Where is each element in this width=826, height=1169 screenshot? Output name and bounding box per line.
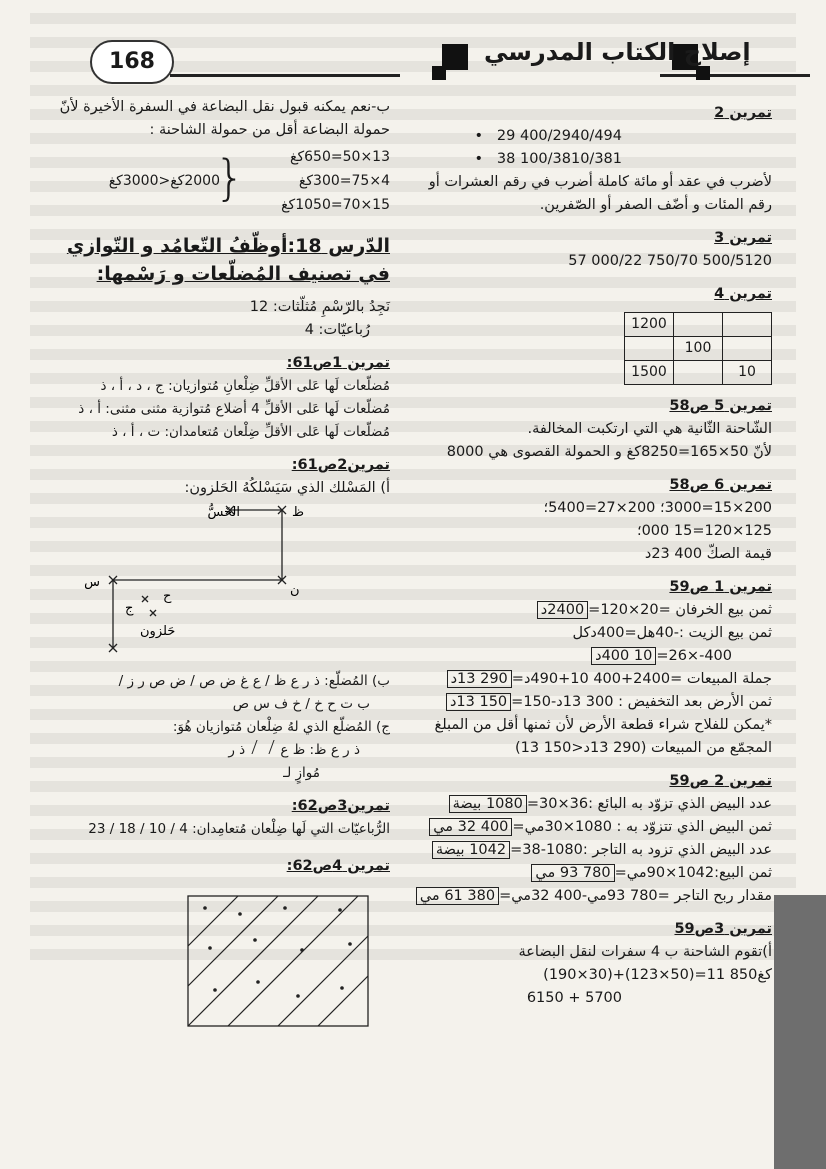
exercise-1-p61-title: تمرين 1ص61:	[286, 355, 390, 371]
left-column	[40, 96, 390, 1028]
lesson-line-1: نَجِدُ بالرّسْمِ مُثلّثات: 12	[249, 299, 390, 315]
table-cell: 1200	[625, 313, 674, 337]
boxed-result: 150 13د	[446, 693, 511, 711]
ex1-line-4: جملة المبيعات =2400+400 10+490د=290 13د	[412, 668, 772, 691]
exercise-2-p59-title: تمرين 2 ص59	[669, 773, 772, 789]
side-tab	[774, 895, 826, 1169]
ex3-line-3: 6150 + 5700	[526, 990, 622, 1006]
label-halazun: حَلزون	[140, 624, 176, 639]
parallel-icon	[251, 740, 274, 754]
exercise-6-title: تمرين 6 ص58	[669, 477, 772, 493]
exercise-6-line-2: 125×120=15 000؛	[636, 523, 772, 539]
boxed-result: 400 32 مي	[429, 818, 512, 836]
boxed-result: 1042 بيضة	[432, 841, 510, 859]
ex2-p61-c4: مُوازٍ لـ	[283, 765, 320, 781]
table-cell	[723, 313, 772, 337]
exercise-2-p61-title: تمرين2ص61:	[291, 457, 390, 473]
ex2-line-4: ثمن البيع:1042×90مي=780 93 مي	[412, 862, 772, 885]
ex1-p61-line-3: مُضلّعات لَها عَلى الأقلِّ ضِلْعان مُتعامدان: ت ، أ ، ذ	[111, 424, 390, 440]
ex1-line-1: ثمن بيع الخرفان =20×120=2400د	[412, 599, 772, 622]
exercise-3-p59-title: تمرين 3ص59	[674, 921, 772, 937]
header-title: إصلاح الكتاب المدرسي	[484, 38, 751, 66]
ex1-line-6: *يمكن للفلاح شراء قطعة الأرض لأن ثمنها أقل من المبلغ المجمّع من المبيعات (290 13د<150 13)	[434, 717, 772, 756]
brace-icon: {	[214, 150, 245, 206]
header-square-small-left	[432, 66, 446, 80]
exercise-5-line-1: الشّاحنة الثّانية هي التي ارتكبت المخالفة.	[527, 421, 772, 437]
exercise-1-p59-title: تمرين 1 ص59	[669, 579, 772, 595]
ex1-line-2: ثمن بيع الزيت :-40هل=400دكل	[572, 625, 772, 641]
ex2-p61-c2: ذ ر ع ظ: ظ ع ذ ر	[228, 742, 360, 758]
exercise-4-title: تمرين 4	[714, 286, 772, 302]
exercise-2-bullet-2: • 38 100/3810/381	[474, 151, 622, 167]
table-cell: 1500	[625, 361, 674, 385]
exercise-3-p62-title: تمرين3ص62:	[291, 798, 390, 814]
ex2-p61-a: أ) المَسْلك الذي سَيَسْلكُهُ الحَلزون:	[184, 480, 390, 496]
exercise-2-text: لأضرب في عقد أو مائة كاملة أضرب في رقم العشرات أو رقم المئات و أضّف الصفر أو الصّفرين.	[428, 174, 772, 213]
label-dha: ظ	[292, 505, 305, 520]
brace-row-3: 15×70=1050كغ	[281, 197, 390, 213]
table-cell	[723, 337, 772, 361]
lesson-title: الدّرس 18:أوظّفُ التّعامُد و التّوازي في تصنيف المُضلّعات و رَسْمها:	[66, 235, 390, 285]
label-khass: الخَسُّ	[207, 505, 240, 520]
page-number: 168	[90, 40, 174, 84]
label-nun: ن	[290, 583, 300, 598]
ex2-line-2: ثمن البيض الذي تتزوّد به : 1080×30مي=400 32 مي	[412, 816, 772, 839]
ex2-line-1: عدد البيض الذي تزوّد به البائع :36×30=1080 بيضة	[412, 793, 772, 816]
brace-result: 2000كغ<3000كغ	[108, 173, 220, 189]
header-rule-right	[660, 74, 810, 77]
exercise-6-line-1: 200×15=3000؛ 200×27=5400؛	[543, 500, 772, 516]
table-cell	[674, 361, 723, 385]
brace-row-1: 13×50=650كغ	[290, 149, 390, 165]
lesson-line-2: رُباعيّات: 4	[304, 322, 370, 338]
exercise-4-p62-title: تمرين 4ص62:	[286, 858, 390, 874]
boxed-result: 780 93 مي	[531, 864, 614, 882]
label-ha: ح	[163, 589, 172, 604]
snail-path-diagram	[40, 500, 390, 670]
exercise-4-table	[624, 312, 772, 385]
ex1-p61-line-1: مُضلّعات لَها عَلى الأقلِّ ضِلْعانِ مُتوازيان: ج ، د ، أ ، ذ	[100, 378, 390, 394]
label-sin: س	[84, 575, 100, 590]
exercise-3-text: 57 000/22 750/70 500/5120	[568, 253, 772, 269]
boxed-result: 290 13د	[447, 670, 512, 688]
right-column	[412, 92, 772, 1010]
ex1-line-5: ثمن الأرض بعد التخفيض : 300 13د-150=150 13د	[412, 691, 772, 714]
label-jim: ج	[125, 601, 134, 616]
exercise-2-bullet-1: • 29 400/2940/494	[474, 128, 622, 144]
table-cell	[625, 337, 674, 361]
ex3-p62-line-1: الرُّباعيّات التي لَها ضِلْعان مُتعامِدان: 4 / 10 / 18 / 23	[88, 821, 390, 837]
ex2-p61-b2: ب ت ح خ / خ ف س ص	[232, 696, 370, 712]
table-cell	[674, 313, 723, 337]
boxed-result: 1080 بيضة	[449, 795, 527, 813]
exercise-5-line-2: لأنّ 50×165=8250كغ و الحمولة القصوى هي 8000	[446, 444, 772, 460]
exercise-2-title: تمرين 2	[714, 105, 772, 121]
dot-grid-figure	[40, 878, 390, 1028]
brace-group	[40, 142, 390, 220]
boxed-result: 380 61 مي	[416, 887, 499, 905]
header-square-small-right	[696, 66, 710, 80]
boxed-result: 10 400د	[591, 647, 656, 665]
exercise-3-title: تمرين 3	[714, 230, 772, 246]
brace-row-2: 4×75=300كغ	[298, 173, 390, 189]
ex3-line-2: (190×30)+(123×50)=11 850كغ	[543, 967, 772, 983]
boxed-result: 2400د	[537, 601, 588, 619]
table-cell: 100	[674, 337, 723, 361]
ex1-p61-line-2: مُضلّعات لَها عَلى الأقلِّ 4 أضلاع مُتوازية مثنى مثنى: أ ، ذ	[78, 401, 390, 417]
exercise-5-title: تمرين 5 ص58	[669, 398, 772, 414]
ex3-line-1: أ)تقوم الشاحنة ب 4 سفرات لنقل البضاعة	[518, 944, 772, 960]
header-rule-left	[170, 74, 400, 77]
part-b-text: ب-نعم يمكنه قبول نقل البضاعة في السفرة الأخيرة لأنّ حمولة البضاعة أقل من حمولة الشاحنة :	[59, 99, 390, 138]
table-cell: 10	[723, 361, 772, 385]
ex2-line-5: مقدار ربح التاجر =780 93مي-400 32مي=380 61 مي	[412, 885, 772, 908]
ex1-line-3: 400-×26=10 400د	[412, 645, 772, 668]
ex2-p61-b1: ب) المُضلّع: ذ ر ع ظ / ع غ ض ص / ض ص ر ز /	[118, 673, 390, 689]
page-header	[20, 30, 816, 86]
ex2-p61-c: ج) المُضلّع الذي لهُ ضِلْعان مُتوازيان هُوَ:	[172, 719, 390, 735]
exercise-6-line-3: قيمة الصكّ 400 23د	[644, 546, 772, 562]
ex2-line-3: عدد البيض الذي تزود به التاجر :1080-38=1042 بيضة	[412, 839, 772, 862]
